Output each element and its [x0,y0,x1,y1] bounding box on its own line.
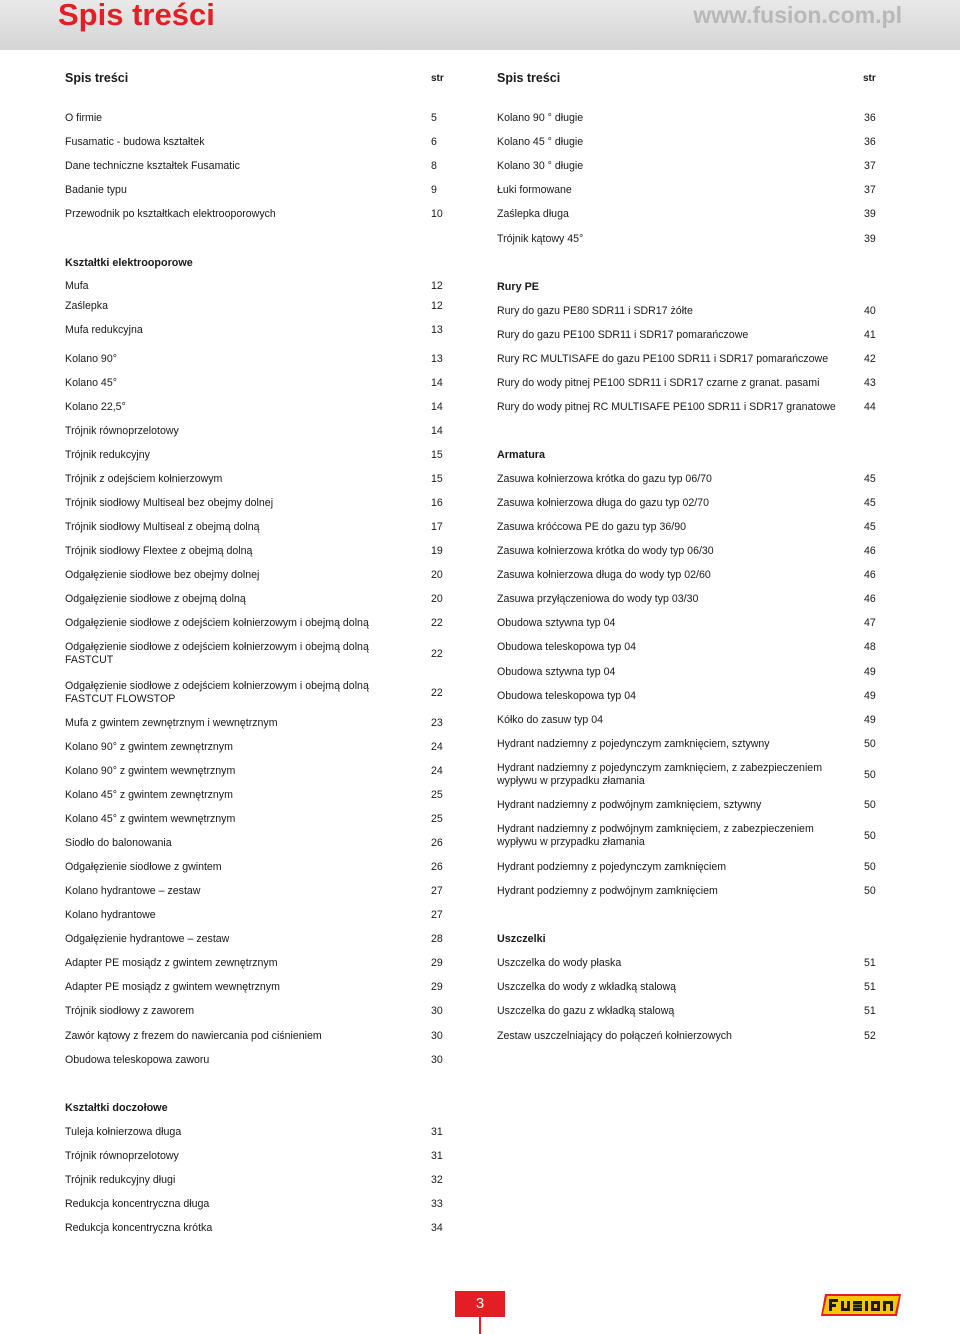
toc-entry-label: Trójnik z odejściem kołnierzowym [65,473,223,485]
toc-entry-page: 15 [431,449,443,461]
toc-entry-page: 34 [431,1222,443,1234]
toc-entry-page: 22 [431,648,443,660]
toc-entry-label: Badanie typu [65,184,127,196]
toc-entry-label: Zestaw uszczelniający do połączeń kołnierzowych [497,1030,732,1042]
toc-entry-page: 13 [431,324,443,336]
toc-entry-label: Łuki formowane [497,184,572,196]
toc-entry-label: Hydrant nadziemny z pojedynczym zamknięciem, sztywny [497,738,770,750]
toc-entry-label: Kolano 90° z gwintem wewnętrznym [65,765,236,777]
toc-entry-page: 22 [431,617,443,629]
toc-section-title: Armatura [497,449,546,461]
toc-entry-page: 43 [864,377,876,389]
toc-entry-label: Redukcja koncentryczna długa [65,1198,210,1210]
toc-entry-page: 22 [431,687,443,699]
toc-entry-page: 13 [431,353,443,365]
toc-entry-label: Odgałęzienie siodłowe z odejściem kołnierzowym i obejmą dolną FASTCUT FLOWSTOP [65,680,369,705]
toc-entry-page: 8 [431,160,437,172]
toc-entry-label: Kolano 45° z gwintem wewnętrznym [65,813,236,825]
toc-entry-page: 24 [431,765,443,777]
toc-entry-label: Trójnik siodłowy Multiseal bez obejmy dolnej [65,497,274,509]
toc-entry-page: 14 [431,401,443,413]
toc-entry-label: Dane techniczne kształtek Fusamatic [65,160,240,172]
toc-entry-page: 45 [864,521,876,533]
toc-entry-page: 48 [864,641,876,653]
toc-entry-label: Trójnik kątowy 45° [497,233,584,245]
toc-entry-label: Zasuwa kołnierzowa długa do wody typ 02/60 [497,569,711,581]
toc-entry-page: 44 [864,401,876,413]
toc-entry-page: 40 [864,305,876,317]
toc-entry-label: Kolano hydrantowe [65,909,156,921]
toc-entry-page: 50 [864,799,876,811]
toc-entry-label: Trójnik równoprzelotowy [65,425,179,437]
toc-entry-page: 28 [431,933,443,945]
toc-section-title: Kształtki elektrooporowe [65,257,193,269]
toc-entry-label: Uszczelka do gazu z wkładką stalową [497,1005,675,1017]
toc-entry-page: 9 [431,184,437,196]
toc-entry-label: Rury do gazu PE80 SDR11 i SDR17 żółte [497,305,693,317]
toc-entry-page: 37 [864,160,876,172]
toc-entry-page: 24 [431,741,443,753]
toc-entry-label: Obudowa teleskopowa zaworu [65,1054,210,1066]
toc-entry-label: Zasuwa króćcowa PE do gazu typ 36/90 [497,521,687,533]
toc-entry-label: Kolano 22,5° [65,401,126,413]
toc-entry-label: Adapter PE mosiądz z gwintem zewnętrznym [65,957,278,969]
toc-entry-page: 5 [431,112,437,124]
toc-entry-page: 49 [864,714,876,726]
toc-entry-page: 50 [864,769,876,781]
toc-entry-label: Przewodnik po kształtkach elektrooporowych [65,208,276,220]
toc-entry-page: 31 [431,1126,443,1138]
toc-entry-page: 50 [864,885,876,897]
toc-entry-page: 46 [864,569,876,581]
toc-entry-page: 33 [431,1198,443,1210]
toc-entry-page: 39 [864,208,876,220]
toc-entry-label: Mufa redukcyjna [65,324,143,336]
toc-entry-page: 45 [864,473,876,485]
toc-entry-page: 19 [431,545,443,557]
right-column-heading: Spis treści [497,71,561,85]
left-column-str-label: str [431,73,444,84]
toc-entry-label: Obudowa teleskopowa typ 04 [497,641,636,653]
toc-entry-label: O firmie [65,112,103,124]
toc-entry-page: 50 [864,830,876,842]
toc-section-title: Kształtki doczołowe [65,1102,168,1114]
toc-entry-label: Kolano 90° z gwintem zewnętrznym [65,741,233,753]
fusion-logo [821,1290,903,1318]
toc-entry-label: Rury do wody pitnej RC MULTISAFE PE100 SDR11 i SDR17 granatowe [497,401,836,413]
website-url[interactable]: www.fusion.com.pl [693,2,902,28]
toc-entry-page: 52 [864,1030,876,1042]
toc-entry-page: 30 [431,1005,443,1017]
toc-entry-label: Odgałęzienie siodłowe bez obejmy dolnej [65,569,260,581]
toc-entry-label: Siodło do balonowania [65,837,172,849]
toc-entry-label: Zawór kątowy z frezem do nawiercania pod ciśnieniem [65,1030,322,1042]
toc-entry-label: Trójnik redukcyjny [65,449,150,461]
toc-entry-label: Zasuwa kołnierzowa krótka do wody typ 06/30 [497,545,714,557]
toc-entry-label: Odgałęzienie siodłowe z gwintem [65,861,222,873]
toc-entry-page: 25 [431,789,443,801]
toc-entry-page: 51 [864,981,876,993]
toc-entry-label: Uszczelka do wody płaska [497,957,622,969]
toc-entry-page: 31 [431,1150,443,1162]
toc-entry-page: 27 [431,909,443,921]
page-title: Spis treści [58,0,215,32]
toc-entry-label: Zasuwa kołnierzowa krótka do gazu typ 06/70 [497,473,712,485]
toc-entry-page: 25 [431,813,443,825]
toc-entry-page: 51 [864,1005,876,1017]
toc-entry-page: 14 [431,377,443,389]
toc-entry-page: 26 [431,861,443,873]
toc-entry-page: 20 [431,569,443,581]
toc-entry-page: 6 [431,136,437,148]
toc-entry-page: 39 [864,233,876,245]
toc-entry-label: Obudowa sztywna typ 04 [497,617,616,629]
toc-entry-page: 30 [431,1054,443,1066]
toc-entry-label: Obudowa teleskopowa typ 04 [497,690,636,702]
toc-entry-page: 46 [864,545,876,557]
toc-entry-label: Hydrant podziemny z pojedynczym zamknięciem [497,861,727,873]
page-number: 3 [455,1291,505,1317]
right-column-str-label: str [863,73,876,84]
toc-entry-label: Hydrant nadziemny z pojedynczym zamknięciem, z zabezpieczeniem wypływu w przypadku złamania [497,762,823,787]
toc-entry-page: 10 [431,208,443,220]
toc-entry-label: Trójnik redukcyjny długi [65,1174,176,1186]
toc-entry-label: Rury do wody pitnej PE100 SDR11 i SDR17 czarne z granat. pasami [497,377,820,389]
toc-entry-page: 15 [431,473,443,485]
toc-entry-page: 12 [431,280,443,292]
toc-entry-label: Odgałęzienie siodłowe z odejściem kołnierzowym i obejmą dolną FASTCUT [65,641,369,666]
toc-entry-page: 14 [431,425,443,437]
toc-entry-label: Kolano hydrantowe – zestaw [65,885,201,897]
toc-entry-label: Kółko do zasuw typ 04 [497,714,603,726]
page-number-line [479,1317,481,1334]
toc-entry-label: Kolano 45° z gwintem zewnętrznym [65,789,233,801]
toc-entry-label: Uszczelka do wody z wkładką stalową [497,981,676,993]
toc-entry-label: Trójnik równoprzelotowy [65,1150,179,1162]
toc-entry-label: Trójnik siodłowy Flextee z obejmą dolną [65,545,253,557]
toc-entry-page: 50 [864,738,876,750]
toc-entry-label: Hydrant nadziemny z podwójnym zamknięciem, sztywny [497,799,762,811]
toc-entry-label: Hydrant podziemny z podwójnym zamknięciem [497,885,718,897]
toc-entry-label: Odgałęzienie siodłowe z obejmą dolną [65,593,246,605]
toc-entry-page: 32 [431,1174,443,1186]
toc-entry-page: 41 [864,329,876,341]
toc-entry-page: 50 [864,861,876,873]
toc-entry-page: 30 [431,1030,443,1042]
toc-entry-label: Tuleja kołnierzowa długa [65,1126,182,1138]
toc-entry-page: 37 [864,184,876,196]
toc-entry-page: 12 [431,300,443,312]
toc-entry-page: 17 [431,521,443,533]
toc-entry-label: Trójnik siodłowy z zaworem [65,1005,195,1017]
toc-entry-page: 36 [864,136,876,148]
toc-entry-label: Hydrant nadziemny z podwójnym zamknięciem, z zabezpieczeniem wypływu w przypadku złamania [497,823,814,848]
toc-entry-label: Kolano 90° [65,353,117,365]
toc-entry-label: Trójnik siodłowy Multiseal z obejmą dolną [65,521,260,533]
toc-entry-page: 27 [431,885,443,897]
toc-entry-label: Rury RC MULTISAFE do gazu PE100 SDR11 i SDR17 pomarańczowe [497,353,829,365]
toc-entry-page: 26 [431,837,443,849]
toc-entry-label: Redukcja koncentryczna krótka [65,1222,213,1234]
toc-entry-label: Kolano 45° [65,377,117,389]
toc-entry-page: 51 [864,957,876,969]
toc-entry-label: Fusamatic - budowa kształtek [65,136,205,148]
toc-entry-page: 20 [431,593,443,605]
toc-entry-label: Mufa [65,280,89,292]
toc-entry-page: 47 [864,617,876,629]
toc-entry-label: Kolano 45 ° długie [497,136,584,148]
toc-entry-label: Zaślepka [65,300,108,312]
toc-entry-page: 49 [864,666,876,678]
toc-entry-page: 49 [864,690,876,702]
toc-entry-label: Zasuwa kołnierzowa długa do gazu typ 02/70 [497,497,710,509]
toc-entry-page: 45 [864,497,876,509]
toc-entry-page: 36 [864,112,876,124]
header-bar [0,0,960,50]
toc-entry-page: 46 [864,593,876,605]
toc-entry-page: 29 [431,981,443,993]
toc-section-title: Uszczelki [497,933,546,945]
toc-entry-label: Obudowa sztywna typ 04 [497,666,616,678]
toc-entry-label: Kolano 30 ° długie [497,160,584,172]
toc-entry-label: Mufa z gwintem zewnętrznym i wewnętrznym [65,717,278,729]
toc-entry-page: 16 [431,497,443,509]
toc-entry-page: 29 [431,957,443,969]
left-column-heading: Spis treści [65,71,129,85]
toc-entry-label: Odgałęzienie siodłowe z odejściem kołnierzowym i obejmą dolną [65,617,369,629]
toc-entry-label: Zaślepka długa [497,208,569,220]
toc-entry-page: 23 [431,717,443,729]
toc-entry-label: Rury do gazu PE100 SDR11 i SDR17 pomarańczowe [497,329,749,341]
toc-section-title: Rury PE [497,281,540,293]
toc-entry-page: 42 [864,353,876,365]
toc-entry-label: Kolano 90 ° długie [497,112,584,124]
toc-entry-label: Odgałęzienie hydrantowe – zestaw [65,933,230,945]
toc-entry-label: Zasuwa przyłączeniowa do wody typ 03/30 [497,593,699,605]
toc-entry-label: Adapter PE mosiądz z gwintem wewnętrznym [65,981,280,993]
